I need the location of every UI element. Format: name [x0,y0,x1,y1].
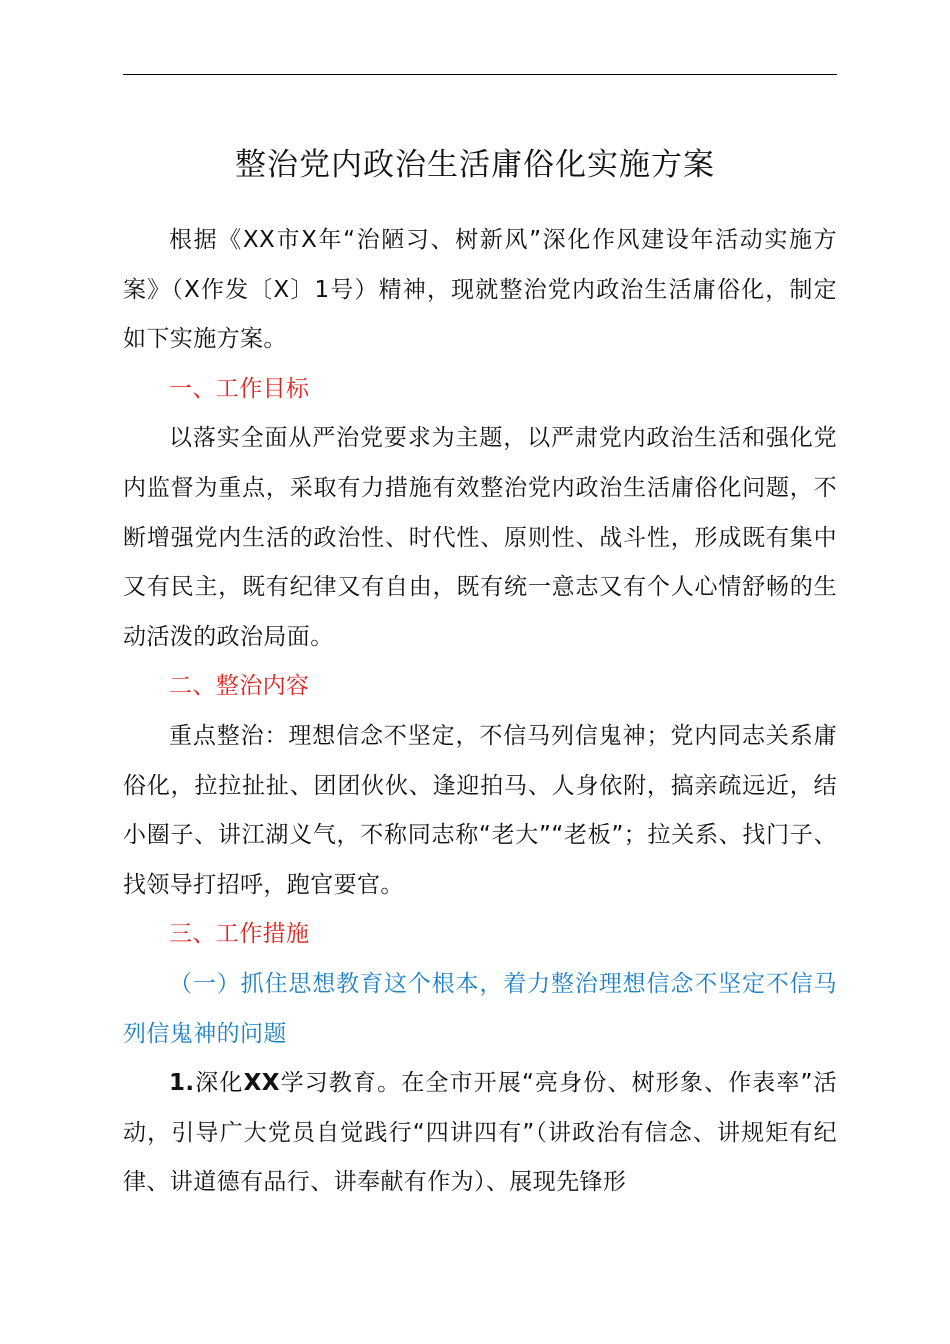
document-title: 整治党内政治生活庸俗化实施方案 [235,147,715,183]
section-heading-goals: 一、工作目标 [169,375,310,402]
section-heading-content: 二、整治内容 [169,673,310,700]
intro-paragraph: 根据《XX市X年“治陋习、树新风”深化作风建设年活动实施方案》（X作发〔X〕1号）精神，现就整治党内政治生活庸俗化，制定如下实施方案。 [123,227,837,353]
item-text-a: 深化 [194,1070,244,1097]
item-bold-text: XX [243,1070,280,1097]
item-number: 1. [169,1070,195,1097]
content-paragraph: 重点整治：理想信念不坚定，不信马列信鬼神；党内同志关系庸俗化，拉拉扯扯、团团伙伙、逢迎拍马、人身依附，搞亲疏远近，结小圈子、讲江湖义气，不称同志称“老大”“老板”；拉关系、找门子、找领导打招呼，跑官要官。 [123,722,837,898]
measure-item-1 [123,1059,837,1208]
header-rule [123,74,837,75]
item-text-b: 学习教育。在全市开展“亮身份、树形象、作表率”活动，引导广大党员自觉践行“四讲四有”（讲政治有信念、讲规矩有纪律、讲道德有品行、讲奉献有作为）、展现先锋形 [123,1070,837,1196]
document-body [123,216,837,1208]
section-heading-measures: 三、工作措施 [169,921,310,948]
subsection-heading-1: （一）抓住思想教育这个根本，着力整治理想信念不坚定不信马列信鬼神的问题 [123,970,837,1047]
goals-paragraph: 以落实全面从严治党要求为主题，以严肃党内政治生活和强化党内监督为重点，采取有力措施有效整治党内政治生活庸俗化问题，不断增强党内生活的政治性、时代性、原则性、战斗性，形成既有集中又有民主，既有纪律又有自由，既有统一意志又有个人心情舒畅的生动活泼的政治局面。 [123,425,837,650]
